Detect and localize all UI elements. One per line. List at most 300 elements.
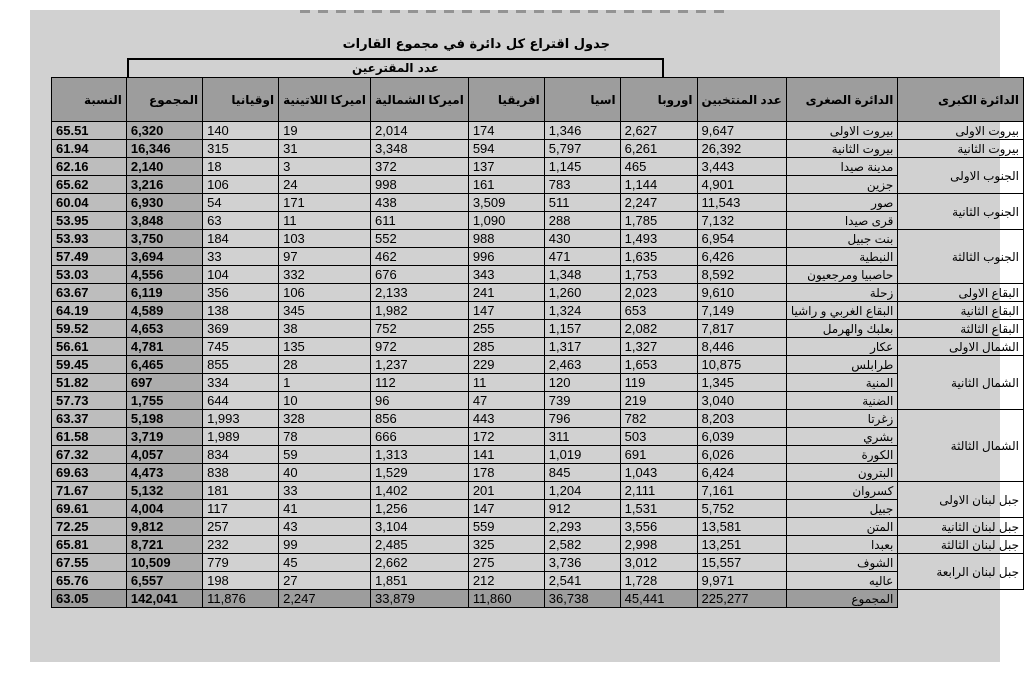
cell-total: 3,719	[126, 428, 202, 446]
cell-small-district: بيروت الثانية	[786, 140, 898, 158]
cell-afr: 559	[468, 518, 544, 536]
table-row	[52, 410, 1024, 428]
cell-small-district: جزين	[786, 176, 898, 194]
cell-small-district: بعبدا	[786, 536, 898, 554]
cell-afr: 11	[468, 374, 544, 392]
header-row	[52, 78, 1024, 122]
table-row	[52, 500, 1024, 518]
table-row	[52, 356, 1024, 374]
cell-latam: 28	[279, 356, 371, 374]
cell-ratio: 59.52	[52, 320, 127, 338]
cell-total: 5,132	[126, 482, 202, 500]
cell-total: 5,198	[126, 410, 202, 428]
cell-total: 4,556	[126, 266, 202, 284]
cell-nam: 2,133	[371, 284, 469, 302]
cell-small-district: جبيل	[786, 500, 898, 518]
cell-afr: 241	[468, 284, 544, 302]
cell-oce: 834	[203, 446, 279, 464]
cell-latam: 33	[279, 482, 371, 500]
cell-afr: 201	[468, 482, 544, 500]
cell-total: 16,346	[126, 140, 202, 158]
cell-total: 3,750	[126, 230, 202, 248]
cell-oce: 779	[203, 554, 279, 572]
table-row	[52, 302, 1024, 320]
total-nam: 33,879	[371, 590, 469, 608]
cell-voters: 4,901	[697, 176, 786, 194]
cell-afr: 275	[468, 554, 544, 572]
cropped-text-line	[300, 10, 730, 13]
cell-small-district: كسروان	[786, 482, 898, 500]
cell-oce: 117	[203, 500, 279, 518]
table-row	[52, 554, 1024, 572]
table-row	[52, 338, 1024, 356]
col-asia-header: اسيا	[544, 78, 620, 122]
cell-small-district: الكورة	[786, 446, 898, 464]
cell-eur: 2,082	[620, 320, 697, 338]
cell-nam: 112	[371, 374, 469, 392]
col-africa-header: افريقيا	[468, 78, 544, 122]
table-row	[52, 194, 1024, 212]
cell-nam: 998	[371, 176, 469, 194]
cell-ratio: 64.19	[52, 302, 127, 320]
cell-nam: 1,851	[371, 572, 469, 590]
cell-latam: 171	[279, 194, 371, 212]
table-row	[52, 140, 1024, 158]
cell-small-district: زغرتا	[786, 410, 898, 428]
cell-voters: 7,161	[697, 482, 786, 500]
cell-large-district: الشمال الاولى	[898, 338, 1024, 356]
col-north-america-header: اميركا الشمالية	[371, 78, 469, 122]
table-row	[52, 248, 1024, 266]
cell-oce: 232	[203, 536, 279, 554]
cell-nam: 1,529	[371, 464, 469, 482]
cell-nam: 96	[371, 392, 469, 410]
cell-oce: 257	[203, 518, 279, 536]
cell-oce: 745	[203, 338, 279, 356]
cell-total: 2,140	[126, 158, 202, 176]
cell-eur: 3,012	[620, 554, 697, 572]
cell-oce: 184	[203, 230, 279, 248]
cell-oce: 104	[203, 266, 279, 284]
cell-voters: 3,443	[697, 158, 786, 176]
cell-voters: 8,203	[697, 410, 786, 428]
cell-oce: 315	[203, 140, 279, 158]
cell-nam: 438	[371, 194, 469, 212]
cell-voters: 7,817	[697, 320, 786, 338]
cell-latam: 103	[279, 230, 371, 248]
table-row	[52, 572, 1024, 590]
cell-eur: 1,753	[620, 266, 697, 284]
cell-latam: 11	[279, 212, 371, 230]
cell-latam: 332	[279, 266, 371, 284]
col-europe-header: اوروبا	[620, 78, 697, 122]
cell-total: 9,812	[126, 518, 202, 536]
cell-eur: 465	[620, 158, 697, 176]
table-caption: جدول اقتراع كل دائرة في مجموع القارات	[342, 37, 610, 52]
cell-total: 4,653	[126, 320, 202, 338]
cell-eur: 3,556	[620, 518, 697, 536]
table-row	[52, 374, 1024, 392]
cell-oce: 181	[203, 482, 279, 500]
cell-asia: 1,317	[544, 338, 620, 356]
cell-total: 6,557	[126, 572, 202, 590]
cell-latam: 59	[279, 446, 371, 464]
table-row	[52, 518, 1024, 536]
cell-eur: 503	[620, 428, 697, 446]
cell-voters: 8,446	[697, 338, 786, 356]
cell-voters: 6,426	[697, 248, 786, 266]
cell-afr: 594	[468, 140, 544, 158]
cell-large-district: البقاع الثانية	[898, 302, 1024, 320]
cell-small-district: عاليه	[786, 572, 898, 590]
table-row	[52, 428, 1024, 446]
cell-small-district: قرى صيدا	[786, 212, 898, 230]
cell-ratio: 67.32	[52, 446, 127, 464]
total-afr: 11,860	[468, 590, 544, 608]
cell-nam: 2,014	[371, 122, 469, 140]
cell-eur: 691	[620, 446, 697, 464]
cell-ratio: 69.61	[52, 500, 127, 518]
cell-large-district: الشمال الثالثة	[898, 410, 1024, 482]
cell-oce: 334	[203, 374, 279, 392]
cell-latam: 10	[279, 392, 371, 410]
cell-total: 4,004	[126, 500, 202, 518]
cell-oce: 18	[203, 158, 279, 176]
cell-ratio: 63.37	[52, 410, 127, 428]
cell-afr: 285	[468, 338, 544, 356]
cell-oce: 838	[203, 464, 279, 482]
cell-small-district: حاصبيا ومرجعيون	[786, 266, 898, 284]
cell-afr: 3,509	[468, 194, 544, 212]
cell-latam: 328	[279, 410, 371, 428]
cell-eur: 2,247	[620, 194, 697, 212]
cell-large-district: البقاع الثالثة	[898, 320, 1024, 338]
cell-oce: 33	[203, 248, 279, 266]
cell-small-district: الضنية	[786, 392, 898, 410]
cell-ratio: 67.55	[52, 554, 127, 572]
cell-total: 1,755	[126, 392, 202, 410]
cell-nam: 3,104	[371, 518, 469, 536]
cell-large-district: جبل لبنان الثالثة	[898, 536, 1024, 554]
cell-nam: 3,348	[371, 140, 469, 158]
cell-asia: 2,582	[544, 536, 620, 554]
cell-eur: 6,261	[620, 140, 697, 158]
cell-total: 4,057	[126, 446, 202, 464]
cell-nam: 552	[371, 230, 469, 248]
cell-eur: 2,023	[620, 284, 697, 302]
total-eur: 45,441	[620, 590, 697, 608]
cell-nam: 1,313	[371, 446, 469, 464]
col-oceania-header: اوقيانيا	[203, 78, 279, 122]
cell-total: 6,465	[126, 356, 202, 374]
cell-latam: 24	[279, 176, 371, 194]
cell-eur: 1,635	[620, 248, 697, 266]
cell-voters: 11,543	[697, 194, 786, 212]
cell-latam: 19	[279, 122, 371, 140]
cell-large-district: الجنوب الثانية	[898, 194, 1024, 230]
cell-voters: 9,610	[697, 284, 786, 302]
cell-asia: 1,260	[544, 284, 620, 302]
cell-voters: 6,026	[697, 446, 786, 464]
cell-afr: 161	[468, 176, 544, 194]
cell-nam: 611	[371, 212, 469, 230]
cell-voters: 6,954	[697, 230, 786, 248]
cell-asia: 1,204	[544, 482, 620, 500]
totals-row	[52, 590, 1024, 608]
cell-nam: 666	[371, 428, 469, 446]
cell-eur: 2,111	[620, 482, 697, 500]
cell-afr: 47	[468, 392, 544, 410]
cell-afr: 443	[468, 410, 544, 428]
cell-asia: 2,541	[544, 572, 620, 590]
cell-eur: 1,493	[620, 230, 697, 248]
cell-afr: 147	[468, 500, 544, 518]
cell-afr: 172	[468, 428, 544, 446]
col-latin-america-header: اميركا اللاتينية	[279, 78, 371, 122]
cell-ratio: 72.25	[52, 518, 127, 536]
results-table	[51, 77, 1024, 608]
cell-oce: 198	[203, 572, 279, 590]
col-large-district-header: الدائرة الكبرى	[898, 78, 1024, 122]
cell-eur: 119	[620, 374, 697, 392]
cell-small-district: مدينة صيدا	[786, 158, 898, 176]
total-voters: 225,277	[697, 590, 786, 608]
cell-voters: 5,752	[697, 500, 786, 518]
cell-latam: 3	[279, 158, 371, 176]
cell-afr: 255	[468, 320, 544, 338]
cell-small-district: الشوف	[786, 554, 898, 572]
cell-afr: 147	[468, 302, 544, 320]
cell-small-district: النبطية	[786, 248, 898, 266]
cell-eur: 1,785	[620, 212, 697, 230]
cell-latam: 106	[279, 284, 371, 302]
cell-ratio: 65.51	[52, 122, 127, 140]
total-total: 142,041	[126, 590, 202, 608]
cell-voters: 10,875	[697, 356, 786, 374]
cell-ratio: 65.76	[52, 572, 127, 590]
cell-asia: 1,019	[544, 446, 620, 464]
cell-latam: 1	[279, 374, 371, 392]
cell-ratio: 65.62	[52, 176, 127, 194]
cell-asia: 1,348	[544, 266, 620, 284]
total-latam: 2,247	[279, 590, 371, 608]
cell-afr: 229	[468, 356, 544, 374]
cell-voters: 9,971	[697, 572, 786, 590]
cell-large-district: البقاع الاولى	[898, 284, 1024, 302]
table-row	[52, 122, 1024, 140]
col-voters-header: عدد المنتخبين	[697, 78, 786, 122]
cell-voters: 7,132	[697, 212, 786, 230]
cell-nam: 752	[371, 320, 469, 338]
cell-oce: 1,989	[203, 428, 279, 446]
cell-ratio: 56.61	[52, 338, 127, 356]
cell-asia: 1,324	[544, 302, 620, 320]
col-ratio-header: النسبة	[52, 78, 127, 122]
cell-small-district: بيروت الاولى	[786, 122, 898, 140]
cell-eur: 219	[620, 392, 697, 410]
cell-total: 6,320	[126, 122, 202, 140]
cell-large-district: بيروت الثانية	[898, 140, 1024, 158]
cell-voters: 3,040	[697, 392, 786, 410]
cell-asia: 2,293	[544, 518, 620, 536]
cell-asia: 783	[544, 176, 620, 194]
cell-large-district: جبل لبنان الرابعة	[898, 554, 1024, 590]
cell-latam: 41	[279, 500, 371, 518]
cell-small-district: بنت جبيل	[786, 230, 898, 248]
cell-asia: 845	[544, 464, 620, 482]
total-asia: 36,738	[544, 590, 620, 608]
cell-voters: 13,251	[697, 536, 786, 554]
cell-small-district: البترون	[786, 464, 898, 482]
cell-ratio: 57.49	[52, 248, 127, 266]
cell-eur: 1,728	[620, 572, 697, 590]
cell-afr: 174	[468, 122, 544, 140]
cell-afr: 343	[468, 266, 544, 284]
cell-asia: 739	[544, 392, 620, 410]
cell-ratio: 61.94	[52, 140, 127, 158]
cell-large-district: بيروت الاولى	[898, 122, 1024, 140]
cell-latam: 27	[279, 572, 371, 590]
cell-latam: 45	[279, 554, 371, 572]
cell-nam: 2,662	[371, 554, 469, 572]
table-row	[52, 446, 1024, 464]
cell-ratio: 53.03	[52, 266, 127, 284]
cell-voters: 1,345	[697, 374, 786, 392]
cell-latam: 135	[279, 338, 371, 356]
cell-ratio: 69.63	[52, 464, 127, 482]
cell-afr: 988	[468, 230, 544, 248]
cell-voters: 7,149	[697, 302, 786, 320]
table-row	[52, 482, 1024, 500]
cell-total: 6,930	[126, 194, 202, 212]
cell-oce: 140	[203, 122, 279, 140]
cell-total: 4,781	[126, 338, 202, 356]
cell-asia: 430	[544, 230, 620, 248]
table-row	[52, 392, 1024, 410]
cell-nam: 1,402	[371, 482, 469, 500]
cell-eur: 1,144	[620, 176, 697, 194]
cell-asia: 311	[544, 428, 620, 446]
cell-large-district: الشمال الثانية	[898, 356, 1024, 410]
total-oce: 11,876	[203, 590, 279, 608]
cell-afr: 325	[468, 536, 544, 554]
cell-afr: 137	[468, 158, 544, 176]
cell-total: 3,216	[126, 176, 202, 194]
cell-eur: 2,627	[620, 122, 697, 140]
cell-afr: 212	[468, 572, 544, 590]
cell-oce: 63	[203, 212, 279, 230]
total-label: المجموع	[786, 590, 898, 608]
cell-oce: 356	[203, 284, 279, 302]
cell-voters: 6,424	[697, 464, 786, 482]
cell-large-district: جبل لبنان الثانية	[898, 518, 1024, 536]
cell-nam: 1,982	[371, 302, 469, 320]
cell-nam: 2,485	[371, 536, 469, 554]
cell-latam: 345	[279, 302, 371, 320]
cell-nam: 1,256	[371, 500, 469, 518]
cell-ratio: 59.45	[52, 356, 127, 374]
cell-ratio: 61.58	[52, 428, 127, 446]
cell-eur: 2,998	[620, 536, 697, 554]
cell-voters: 15,557	[697, 554, 786, 572]
cell-asia: 511	[544, 194, 620, 212]
cell-small-district: بشري	[786, 428, 898, 446]
table-row	[52, 230, 1024, 248]
cell-afr: 141	[468, 446, 544, 464]
cell-nam: 676	[371, 266, 469, 284]
cell-large-district: الجنوب الثالثة	[898, 230, 1024, 284]
cell-latam: 78	[279, 428, 371, 446]
cell-small-district: زحلة	[786, 284, 898, 302]
cell-ratio: 63.67	[52, 284, 127, 302]
cell-asia: 912	[544, 500, 620, 518]
cell-latam: 99	[279, 536, 371, 554]
cell-oce: 138	[203, 302, 279, 320]
cell-large-district: جبل لبنان الاولى	[898, 482, 1024, 518]
cell-oce: 54	[203, 194, 279, 212]
group-header-voters: عدد المقترعين	[127, 58, 664, 77]
cell-asia: 3,736	[544, 554, 620, 572]
cell-voters: 8,592	[697, 266, 786, 284]
cell-eur: 782	[620, 410, 697, 428]
cell-asia: 1,157	[544, 320, 620, 338]
cell-latam: 40	[279, 464, 371, 482]
cell-voters: 26,392	[697, 140, 786, 158]
cell-ratio: 62.16	[52, 158, 127, 176]
cell-small-district: المنية	[786, 374, 898, 392]
col-small-district-header: الدائرة الصغرى	[786, 78, 898, 122]
table-row	[52, 176, 1024, 194]
cell-asia: 796	[544, 410, 620, 428]
cell-asia: 2,463	[544, 356, 620, 374]
cell-latam: 97	[279, 248, 371, 266]
cell-eur: 1,327	[620, 338, 697, 356]
table-row	[52, 536, 1024, 554]
total-blank-cell	[898, 590, 1024, 608]
table-row	[52, 266, 1024, 284]
cell-latam: 38	[279, 320, 371, 338]
cell-eur: 1,531	[620, 500, 697, 518]
cell-nam: 462	[371, 248, 469, 266]
cell-oce: 106	[203, 176, 279, 194]
cell-asia: 288	[544, 212, 620, 230]
cell-oce: 855	[203, 356, 279, 374]
table-row	[52, 284, 1024, 302]
cell-small-district: المتن	[786, 518, 898, 536]
cell-nam: 856	[371, 410, 469, 428]
cell-nam: 972	[371, 338, 469, 356]
cell-afr: 1,090	[468, 212, 544, 230]
cell-ratio: 65.81	[52, 536, 127, 554]
cell-total: 6,119	[126, 284, 202, 302]
cell-asia: 5,797	[544, 140, 620, 158]
cell-ratio: 53.93	[52, 230, 127, 248]
cell-nam: 372	[371, 158, 469, 176]
table-row	[52, 212, 1024, 230]
cell-large-district: الجنوب الاولى	[898, 158, 1024, 194]
cell-small-district: عكار	[786, 338, 898, 356]
cell-total: 697	[126, 374, 202, 392]
cell-total: 10,509	[126, 554, 202, 572]
cell-asia: 471	[544, 248, 620, 266]
cell-asia: 1,145	[544, 158, 620, 176]
table-row	[52, 320, 1024, 338]
cell-nam: 1,237	[371, 356, 469, 374]
cell-oce: 369	[203, 320, 279, 338]
cell-small-district: صور	[786, 194, 898, 212]
cell-ratio: 51.82	[52, 374, 127, 392]
cell-eur: 1,653	[620, 356, 697, 374]
